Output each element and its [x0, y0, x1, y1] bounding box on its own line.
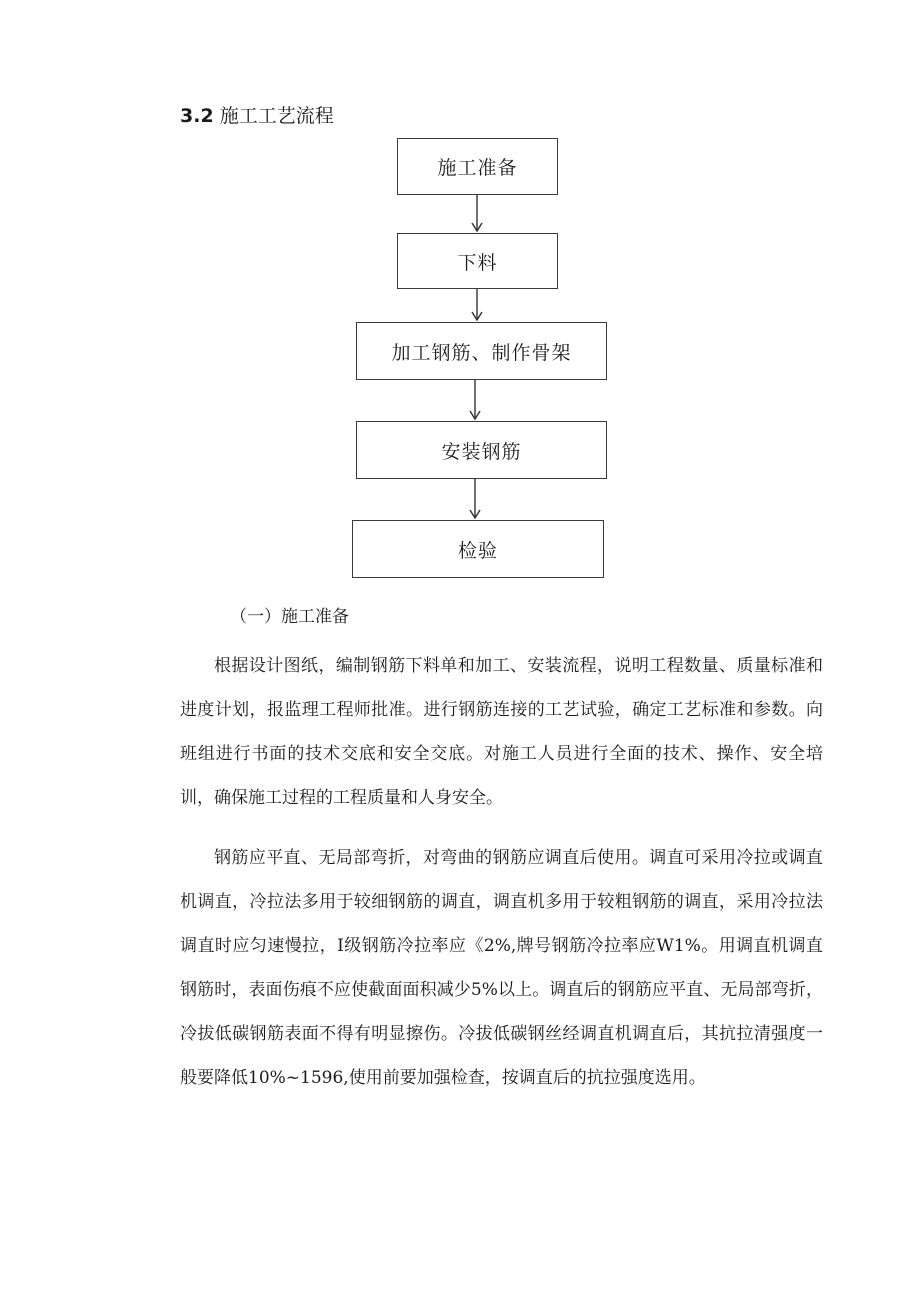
flow-step-1: 施工准备 [397, 138, 558, 195]
flow-arrow-1 [470, 195, 484, 233]
flow-step-5: 检验 [352, 520, 604, 578]
flow-step-3: 加工钢筋、制作骨架 [356, 322, 607, 380]
paragraph-1: 根据设计图纸，编制钢筋下料单和加工、安装流程，说明工程数量、质量标准和进度计划，报监理工程师批准。进行钢筋连接的工艺试验，确定工艺标准和参数。向班组进行书面的技术交底和安全交底。对施工人员进行全面的技术、操作、安全培训，确保施工过程的工程质量和人身安全。 [180, 656, 823, 808]
section-heading [180, 102, 334, 130]
flow-step-2: 下料 [397, 233, 558, 289]
section-title: 施工工艺流程 [219, 105, 334, 127]
flow-arrow-2 [470, 289, 484, 322]
flow-arrow-4 [468, 479, 482, 520]
flow-step-4: 安装钢筋 [356, 421, 607, 479]
subsection-title: （一）施工准备 [230, 607, 349, 627]
section-number: 3.2 [180, 105, 214, 127]
paragraph-2: 钢筋应平直、无局部弯折，对弯曲的钢筋应调直后使用。调直可采用冷拉或调直机调直，冷拉法多用于较细钢筋的调直，调直机多用于较粗钢筋的调直，采用冷拉法调直时应匀速慢拉，I级钢筋冷拉率应《2%,牌号钢筋冷拉率应W1%。用调直机调直钢筋时，表面伤痕不应使截面面积减少5%以上。调直后的钢筋应平直、无局部弯折，冷拔低碳钢筋表面不得有明显擦伤。冷拔低碳钢丝经调直机调直后，其抗拉清强度一般要降低10%~1596,使用前要加强检查，按调直后的抗拉强度选用。 [180, 848, 823, 1088]
flow-arrow-3 [468, 380, 482, 421]
